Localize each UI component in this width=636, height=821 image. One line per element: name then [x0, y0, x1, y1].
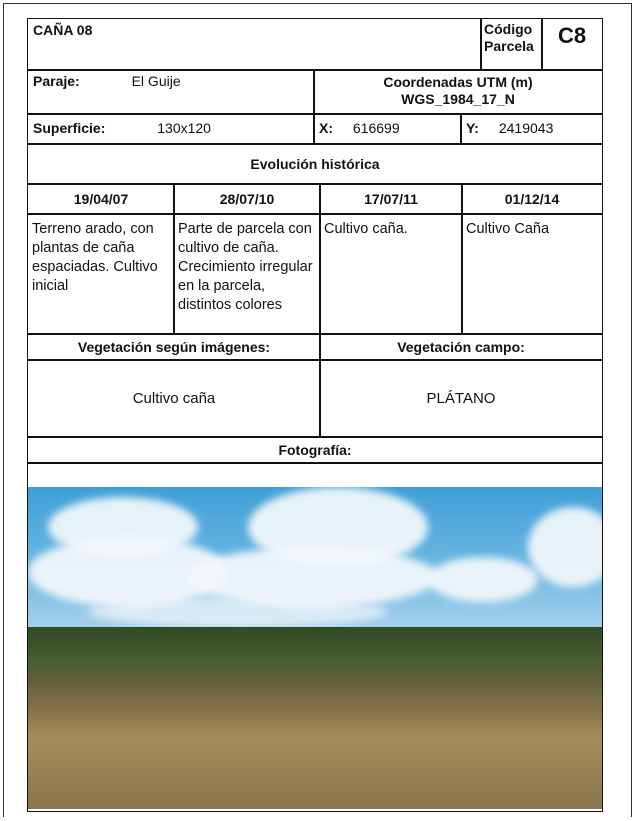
code-value: C8: [541, 18, 603, 71]
history-text: Parte de parcela con cultivo de caña. Crecimiento irregular en la parcela, distintos colores: [173, 213, 321, 335]
surface-label: Superficie:: [33, 120, 106, 136]
x-cell: [313, 113, 462, 145]
field-photo: [28, 487, 602, 809]
surface-cell: [27, 113, 315, 145]
history-title: Evolución histórica: [27, 143, 603, 185]
veg-images-value: Cultivo caña: [27, 359, 321, 438]
plot-title: CAÑA 08: [27, 18, 482, 71]
coords-cell: [313, 69, 603, 115]
coords-title: Coordenadas UTM (m): [383, 74, 533, 90]
surface-value: 130x120: [157, 120, 211, 136]
paraje-cell: [27, 69, 315, 115]
history-text: Cultivo caña.: [319, 213, 463, 335]
paraje-value: El Guije: [131, 73, 181, 89]
history-date: 19/04/07: [27, 183, 175, 215]
code-label: Código Parcela: [480, 18, 543, 71]
history-date: 17/07/11: [319, 183, 463, 215]
history-date: 01/12/14: [461, 183, 603, 215]
veg-field-label: Vegetación campo:: [319, 333, 603, 361]
y-cell: [460, 113, 603, 145]
history-date: 28/07/10: [173, 183, 321, 215]
history-text: Cultivo Caña: [461, 213, 603, 335]
paraje-label: Paraje:: [33, 73, 80, 89]
photo-label: Fotografía:: [27, 436, 603, 464]
coords-system: WGS_1984_17_N: [401, 91, 515, 107]
veg-images-label: Vegetación según imágenes:: [27, 333, 321, 361]
x-label: X:: [319, 120, 333, 136]
y-label: Y:: [466, 120, 479, 136]
y-value: 2419043: [498, 120, 554, 136]
x-value: 616699: [352, 120, 400, 136]
veg-field-value: PLÁTANO: [319, 359, 603, 438]
history-text: Terreno arado, con plantas de caña espaciadas. Cultivo inicial: [27, 213, 175, 335]
